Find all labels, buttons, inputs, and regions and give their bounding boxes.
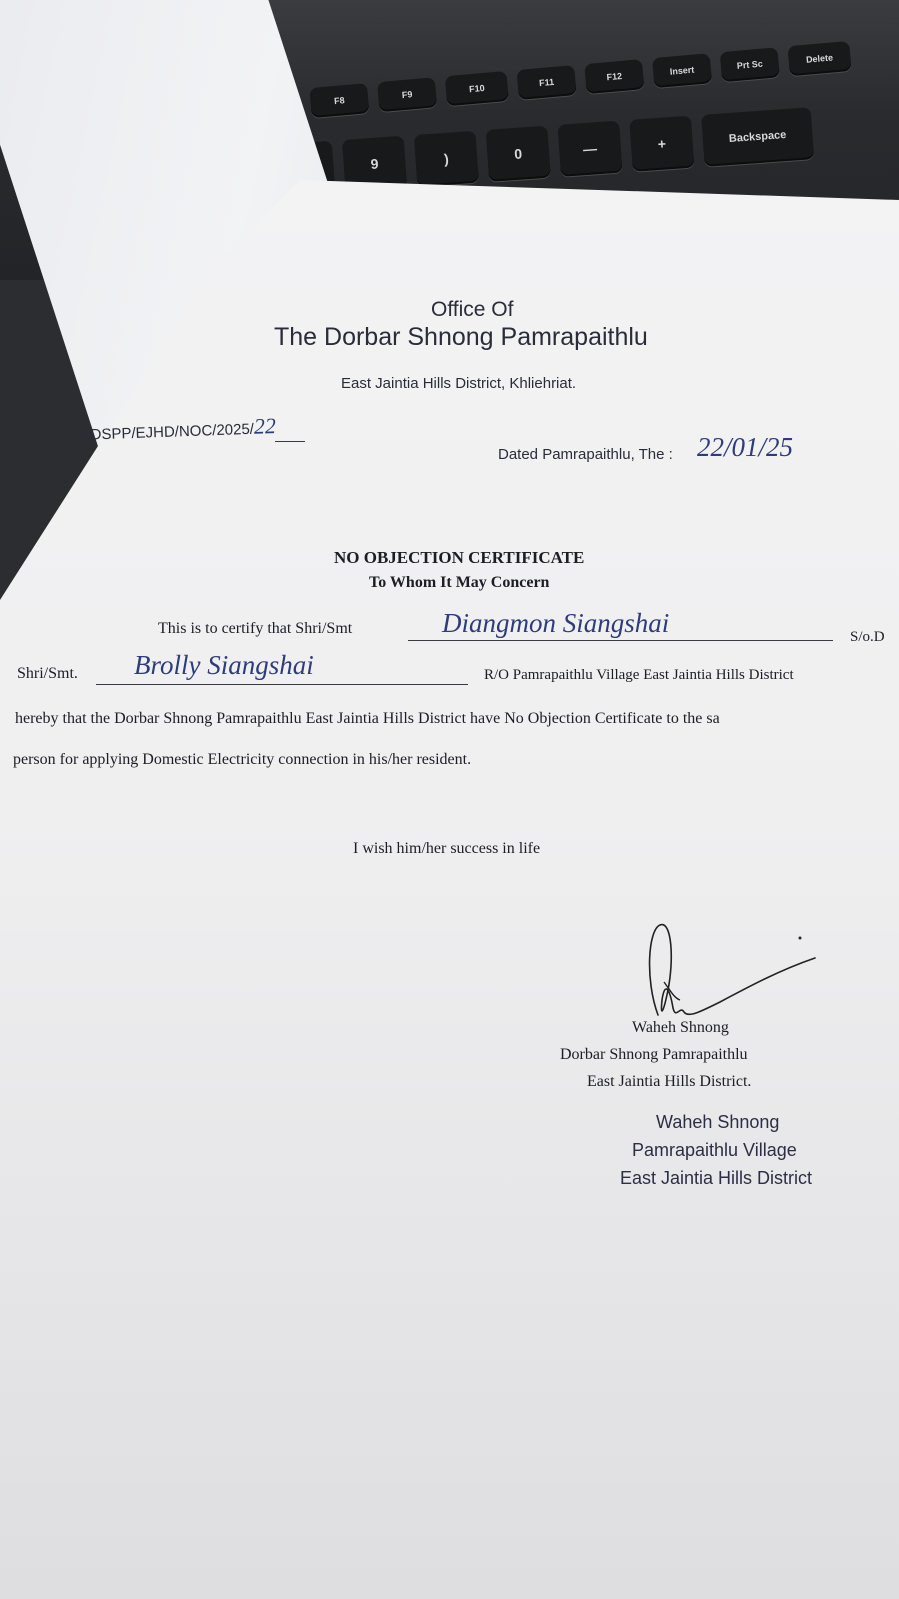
office-of-heading: Office Of bbox=[431, 298, 514, 321]
son-of-label: S/o.D bbox=[850, 629, 885, 645]
handwritten-date: 22/01/25 bbox=[697, 432, 794, 462]
key-plus: + bbox=[629, 116, 694, 172]
stamp-line-3: East Jaintia Hills District bbox=[620, 1168, 813, 1188]
key-f11: F11 bbox=[516, 65, 576, 100]
key-0: 0 bbox=[485, 126, 550, 182]
signatory-district: East Jaintia Hills District. bbox=[587, 1073, 752, 1090]
key-paren-close: ) bbox=[414, 131, 479, 187]
signatory-title: Waheh Shnong bbox=[632, 1019, 729, 1036]
body-text-line-3: hereby that the Dorbar Shnong Pamrapaithlu East Jaintia Hills District have No Objection Certificate to the sa bbox=[15, 710, 720, 727]
reference-prefix: No. bbox=[74, 431, 91, 443]
handwritten-father-name: Brolly Siangshai bbox=[134, 650, 314, 680]
certify-text: This is to certify that Shri/Smt bbox=[158, 620, 353, 637]
key-f10: F10 bbox=[445, 71, 509, 106]
key-print-screen: Prt Sc bbox=[720, 47, 780, 82]
handwritten-applicant-name: Diangmon Siangshai bbox=[442, 608, 670, 638]
body-text-line-4: person for applying Domestic Electricity connection in his/her resident. bbox=[13, 751, 472, 768]
organization-name: The Dorbar Shnong Pamrapaithlu bbox=[274, 323, 648, 351]
applicant-name-line bbox=[408, 640, 833, 641]
stamp-line-1: Waheh Shnong bbox=[656, 1112, 780, 1132]
organization-address: East Jaintia Hills District, Khliehriat. bbox=[341, 375, 577, 392]
reference-code: DSPP/EJHD/NOC/2025/ bbox=[90, 420, 255, 444]
dated-label: Dated Pamrapaithlu, The : bbox=[498, 446, 673, 463]
father-label: Shri/Smt. bbox=[17, 665, 78, 682]
key-9: 9 bbox=[342, 136, 407, 192]
handwritten-reference-no: 22 bbox=[253, 412, 277, 439]
key-delete: Delete bbox=[787, 41, 851, 76]
key-minus: — bbox=[557, 121, 622, 177]
key-backspace: Backspace bbox=[701, 107, 814, 167]
key-f9: F9 bbox=[377, 77, 437, 112]
certificate-subtitle: To Whom It May Concern bbox=[369, 574, 550, 591]
signatory-organization: Dorbar Shnong Pamrapaithlu bbox=[560, 1046, 748, 1063]
stamp-line-2: Pamrapaithlu Village bbox=[632, 1140, 797, 1160]
certificate-sheet bbox=[0, 180, 899, 1599]
key-airplane: F8 bbox=[309, 83, 369, 118]
certificate-title: NO OBJECTION CERTIFICATE bbox=[334, 548, 585, 567]
reference-underline bbox=[275, 441, 305, 442]
wish-text: I wish him/her success in life bbox=[353, 840, 541, 857]
residence-text: R/O Pamrapaithlu Village East Jaintia Hills District bbox=[484, 667, 794, 683]
key-insert: Insert bbox=[652, 53, 712, 88]
father-name-line bbox=[96, 684, 468, 685]
key-f12: F12 bbox=[584, 59, 644, 94]
